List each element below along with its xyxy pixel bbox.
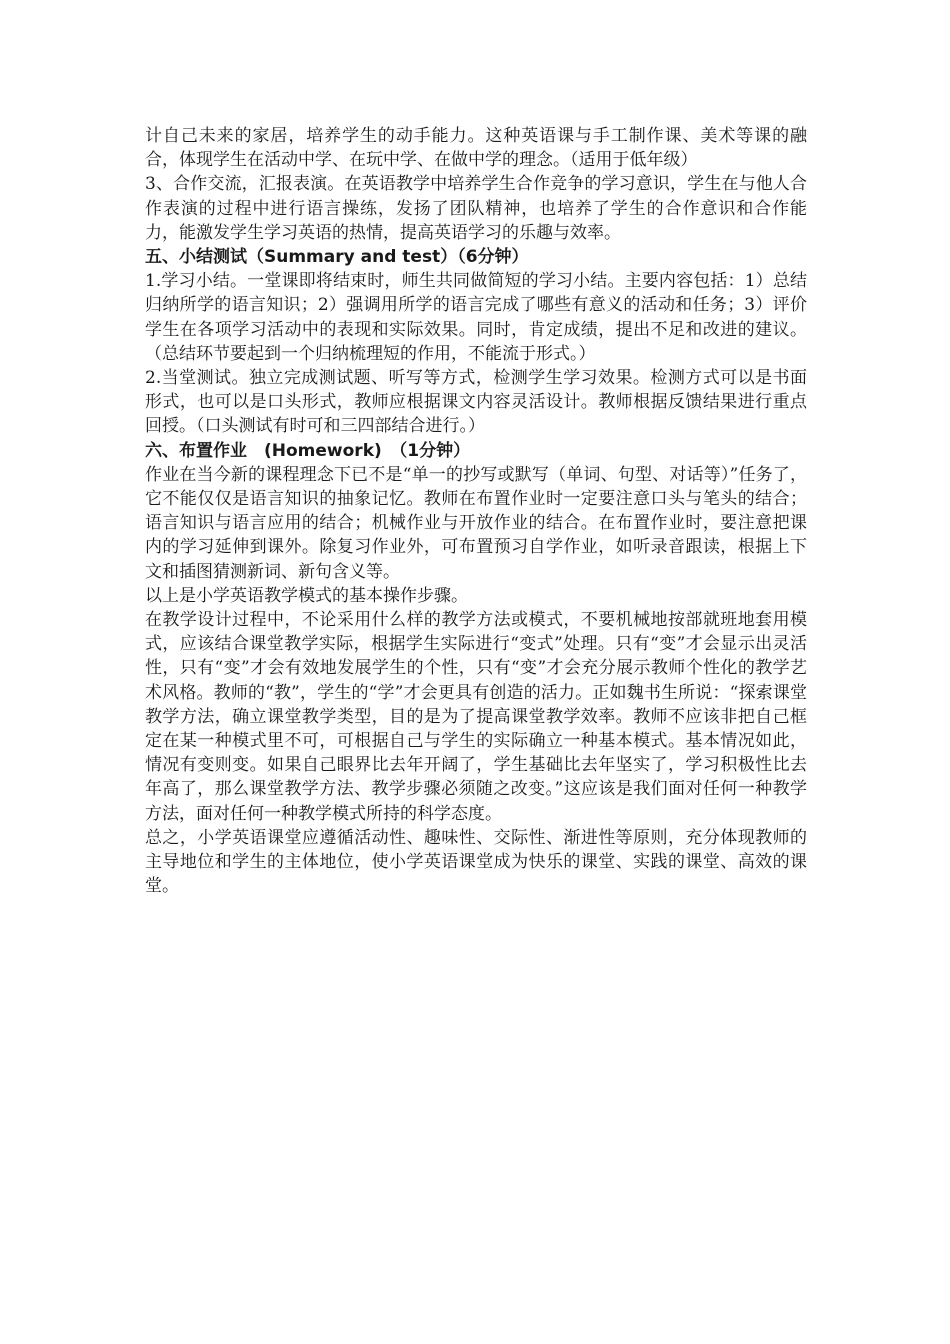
paragraph-in-class-test: 2.当堂测试。独立完成测试题、听写等方式，检测学生学习效果。检测方式可以是书面形式，也可以是口头形式，教师应根据课文内容灵活设计。教师根据反馈结果进行重点回授。（口头测试有时可和三四部结合进行。）	[145, 368, 807, 437]
section-heading-summary-test: 五、小结测试（Summary and test）（6分钟）	[145, 247, 529, 268]
paragraph-learning-summary: 1.学习小结。一堂课即将结束时，师生共同做简短的学习小结。主要内容包括：1）总结归纳所学的语言知识；2）强调用所学的语言完成了哪些有意义的活动和任务；3）评价学生在各项学习活动中的表现和实际效果。同时，肯定成绩，提出不足和改进的建议。（总结环节要起到一个归纳梳理短的作用，不能流于形式。）	[145, 271, 807, 364]
paragraph-continuation: 计自己未来的家居，培养学生的动手能力。这种英语课与手工制作课、美术等课的融合，体现学生在活动中学、在玩中学、在做中学的理念。（适用于低年级）	[145, 126, 807, 171]
paragraph-conclusion: 总之，小学英语课堂应遵循活动性、趣味性、交际性、渐进性等原则，充分体现教师的主导地位和学生的主体地位，使小学英语课堂成为快乐的课堂、实践的课堂、高效的课堂。	[145, 827, 807, 897]
section-heading-homework: 六、布置作业 (Homework) （1分钟）	[145, 440, 471, 461]
paragraph-basic-steps: 以上是小学英语教学模式的基本操作步骤。	[145, 585, 468, 606]
document-body	[145, 124, 807, 899]
paragraph-cooperation: 3、合作交流，汇报表演。在英语教学中培养学生合作竞争的学习意识，学生在与他人合作表演的过程中进行语言操练，发扬了团队精神，也培养了学生的合作意识和合作能力，能激发学生学习英语的热情，提高英语学习的乐趣与效率。	[145, 174, 807, 243]
paragraph-homework: 作业在当今新的课程理念下已不是“单一的抄写或默写（单词、句型、对话等）”任务了，它不能仅仅是语言知识的抽象记忆。教师在布置作业时一定要注意口头与笔头的结合；语言知识与语言应用的结合；机械作业与开放作业的结合。在布置作业时，要注意把课内的学习延伸到课外。除复习作业外，可布置预习自学作业，如听录音跟读，根据上下文和插图猜测新词、新句含义等。	[145, 464, 807, 582]
paragraph-teaching-design: 在教学设计过程中，不论采用什么样的教学方法或模式，不要机械地按部就班地套用模式，应该结合课堂教学实际，根据学生实际进行“变式”处理。只有“变”才会显示出灵活性，只有“变”才会有效地发展学生的个性，只有“变”才会充分展示教师个性化的教学艺术风格。教师的“教”，学生的“学”才会更具有创造的活力。正如魏书生所说：“探索课堂教学方法，确立课堂教学类型，目的是为了提高课堂教学效率。教师不应该非把自己框定在某一种模式里不可，可根据自己与学生的实际确立一种基本模式。基本情况如此，情况有变则变。如果自己眼界比去年开阔了，学生基础比去年坚实了，学习积极性比去年高了，那么课堂教学方法、教学步骤必须随之改变。”这应该是我们面对任何一种教学方法，面对任何一种教学模式所持的科学态度。	[145, 610, 807, 824]
